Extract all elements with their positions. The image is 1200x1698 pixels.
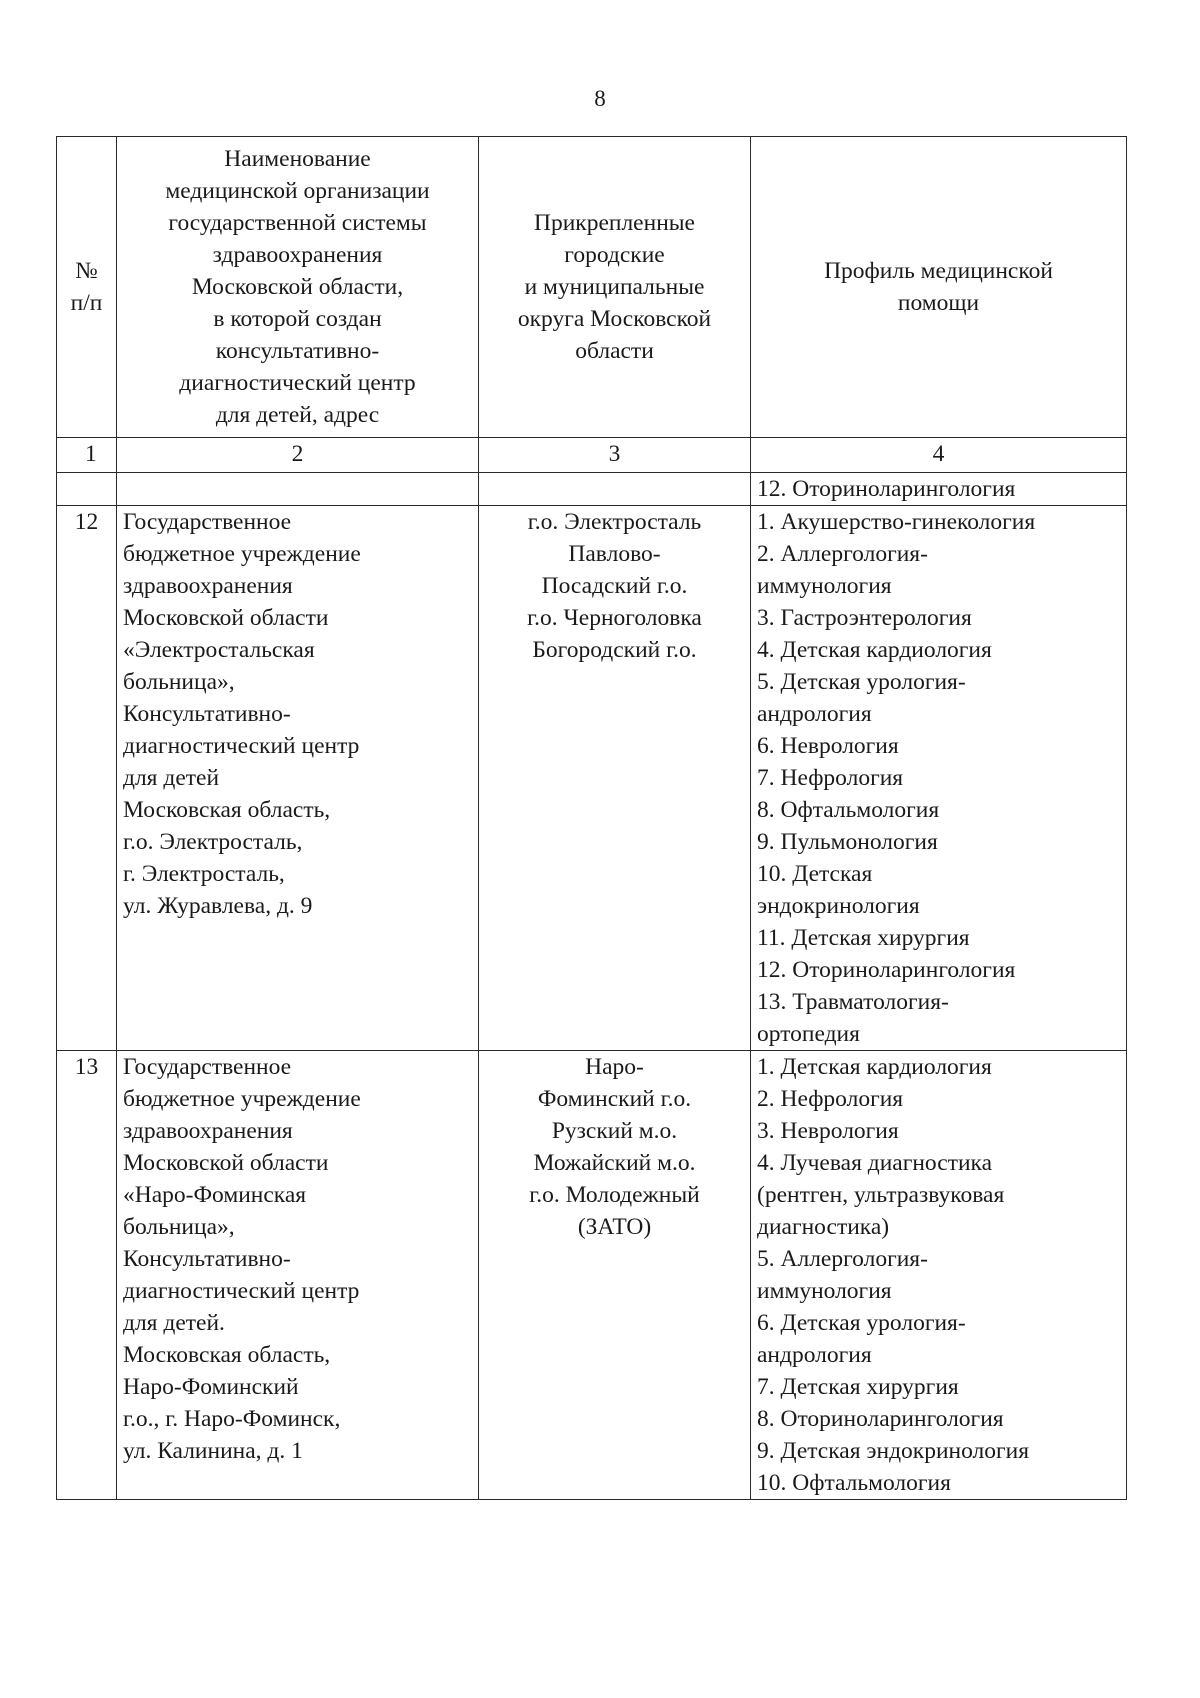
column-number: 1 — [57, 438, 117, 473]
text-line: Фоминский г.о. — [537, 1086, 692, 1112]
medical-centers-table — [56, 136, 1127, 1500]
text-line: Посадский г.о. — [541, 573, 688, 599]
text-line: (рентген, ультразвуковая — [757, 1182, 1005, 1208]
text-line: г.о. Черноголовка — [527, 605, 702, 631]
organization-cell — [117, 506, 479, 1051]
text-line: г.о. Электросталь, — [123, 829, 303, 855]
text-line: 10. Офтальмология — [757, 1470, 951, 1496]
text-line: больница», — [123, 669, 235, 695]
text-line: 6. Детская урология- — [757, 1310, 966, 1336]
header-number — [57, 137, 117, 438]
text-line: Профиль медицинской — [824, 258, 1053, 284]
text-line: 7. Детская хирургия — [757, 1374, 959, 1400]
text-line: медицинской организации — [165, 178, 430, 204]
text-line: 9. Детская эндокринология — [757, 1438, 1030, 1464]
table-row — [57, 506, 1127, 1051]
text-line: Государственное — [123, 1054, 292, 1080]
column-number-row — [57, 438, 1127, 473]
districts-cell — [479, 1051, 751, 1500]
text-line: андрология — [757, 701, 872, 727]
text-line: 8. Офтальмология — [757, 797, 940, 823]
text-line: Государственное — [123, 509, 292, 535]
text-line: 5. Аллергология- — [757, 1246, 928, 1272]
table-row — [57, 1051, 1127, 1500]
header-profile — [751, 137, 1127, 438]
text-line: помощи — [897, 290, 980, 316]
text-line: Богородский г.о. — [532, 637, 697, 663]
table-header-row — [57, 137, 1127, 438]
text-line: Московской области, — [191, 274, 404, 300]
text-line: для детей, адрес — [215, 402, 380, 428]
text-line: ул. Журавлева, д. 9 — [123, 893, 313, 919]
text-line: 9. Пульмонология — [757, 829, 938, 855]
text-line: 1. Акушерство-гинекология — [757, 509, 1036, 535]
header-districts — [479, 137, 751, 438]
text-line: ул. Калинина, д. 1 — [123, 1438, 303, 1464]
profile-cell — [751, 1051, 1127, 1500]
text-line: 12. Оториноларингология — [757, 957, 1016, 983]
text-line: диагностический центр — [123, 733, 360, 759]
text-line: 5. Детская урология- — [757, 669, 966, 695]
text-line: области — [575, 338, 654, 364]
row-number: 13 — [57, 1051, 117, 1500]
text-line: г.о. Электросталь — [527, 509, 702, 535]
text-line: Рузский м.о. — [551, 1118, 678, 1144]
empty-cell — [57, 473, 117, 506]
text-line: 7. Нефрология — [757, 765, 904, 791]
text-line: бюджетное учреждение — [123, 1086, 361, 1112]
text-line: иммунология — [757, 1278, 892, 1304]
text-line: Консультативно- — [123, 701, 291, 727]
text-line: г. Электросталь, — [123, 861, 285, 887]
text-line: эндокринология — [757, 893, 920, 919]
text-line: 3. Гастроэнтерология — [757, 605, 972, 631]
text-line: Московской области — [123, 1150, 329, 1176]
column-number: 2 — [117, 438, 479, 473]
column-number: 4 — [751, 438, 1127, 473]
text-line: здравоохранения — [123, 1118, 293, 1144]
text-line: «Наро-Фоминская — [123, 1182, 307, 1208]
row-number: 12 — [57, 506, 117, 1051]
text-line: диагностический центр — [179, 370, 416, 396]
organization-cell — [117, 1051, 479, 1500]
text-line: округа Московской — [517, 306, 712, 332]
text-line: 8. Оториноларингология — [757, 1406, 1004, 1432]
text-line: ортопедия — [757, 1021, 860, 1047]
text-line: Московская область, — [123, 797, 331, 823]
text-line: диагностика) — [757, 1214, 890, 1240]
text-line: (ЗАТО) — [577, 1214, 652, 1240]
text-line: 4. Лучевая диагностика — [757, 1150, 993, 1176]
text-line: Наименование — [224, 146, 371, 172]
districts-cell — [479, 506, 751, 1051]
text-line: здравоохранения — [212, 242, 383, 268]
text-line: диагностический центр — [123, 1278, 360, 1304]
text-line: 11. Детская хирургия — [757, 925, 970, 951]
text-line: 10. Детская — [757, 861, 873, 887]
text-line: 1. Детская кардиология — [757, 1054, 992, 1080]
text-line: бюджетное учреждение — [123, 541, 361, 567]
text-line: Московской области — [123, 605, 329, 631]
text-line: Московская область, — [123, 1342, 331, 1368]
text-line: 13. Травматология- — [757, 989, 949, 1015]
text-line: Наро- — [585, 1054, 644, 1080]
text-line: Наро-Фоминский — [123, 1374, 299, 1400]
profile-cell — [751, 506, 1127, 1051]
column-number: 3 — [479, 438, 751, 473]
empty-cell — [117, 473, 479, 506]
profile-cell: 12. Оториноларингология — [751, 473, 1127, 506]
text-line: г.о., г. Наро-Фоминск, — [123, 1406, 341, 1432]
text-line: 3. Неврология — [757, 1118, 899, 1144]
text-line: андрология — [757, 1342, 872, 1368]
text-line: Можайский м.о. — [533, 1150, 696, 1176]
text-line: для детей. — [123, 1310, 225, 1336]
text-line: для детей — [123, 765, 220, 791]
text-line: консультативно- — [215, 338, 380, 364]
text-line: иммунология — [757, 573, 892, 599]
text-line: г.о. Молодежный — [529, 1182, 700, 1208]
text-line: 4. Детская кардиология — [757, 637, 992, 663]
text-line: здравоохранения — [123, 573, 293, 599]
text-line: 2. Аллергология- — [757, 541, 928, 567]
text-line: Консультативно- — [123, 1246, 291, 1272]
text-line: в которой создан — [213, 306, 382, 332]
text-line: п/п — [70, 290, 103, 316]
empty-cell — [479, 473, 751, 506]
text-line: 6. Неврология — [757, 733, 899, 759]
text-line: государственной системы — [168, 210, 427, 236]
text-line: и муниципальные — [524, 274, 705, 300]
text-line: 2. Нефрология — [757, 1086, 904, 1112]
text-line: городские — [564, 242, 665, 268]
page-number: 8 — [594, 86, 606, 111]
text-line: больница», — [123, 1214, 235, 1240]
text-line: Павлово- — [568, 541, 661, 567]
text-line: «Электростальская — [123, 637, 315, 663]
text-line: Прикрепленные — [533, 210, 695, 236]
continuation-row — [57, 473, 1127, 506]
text-line: № — [75, 258, 98, 284]
header-organization — [117, 137, 479, 438]
